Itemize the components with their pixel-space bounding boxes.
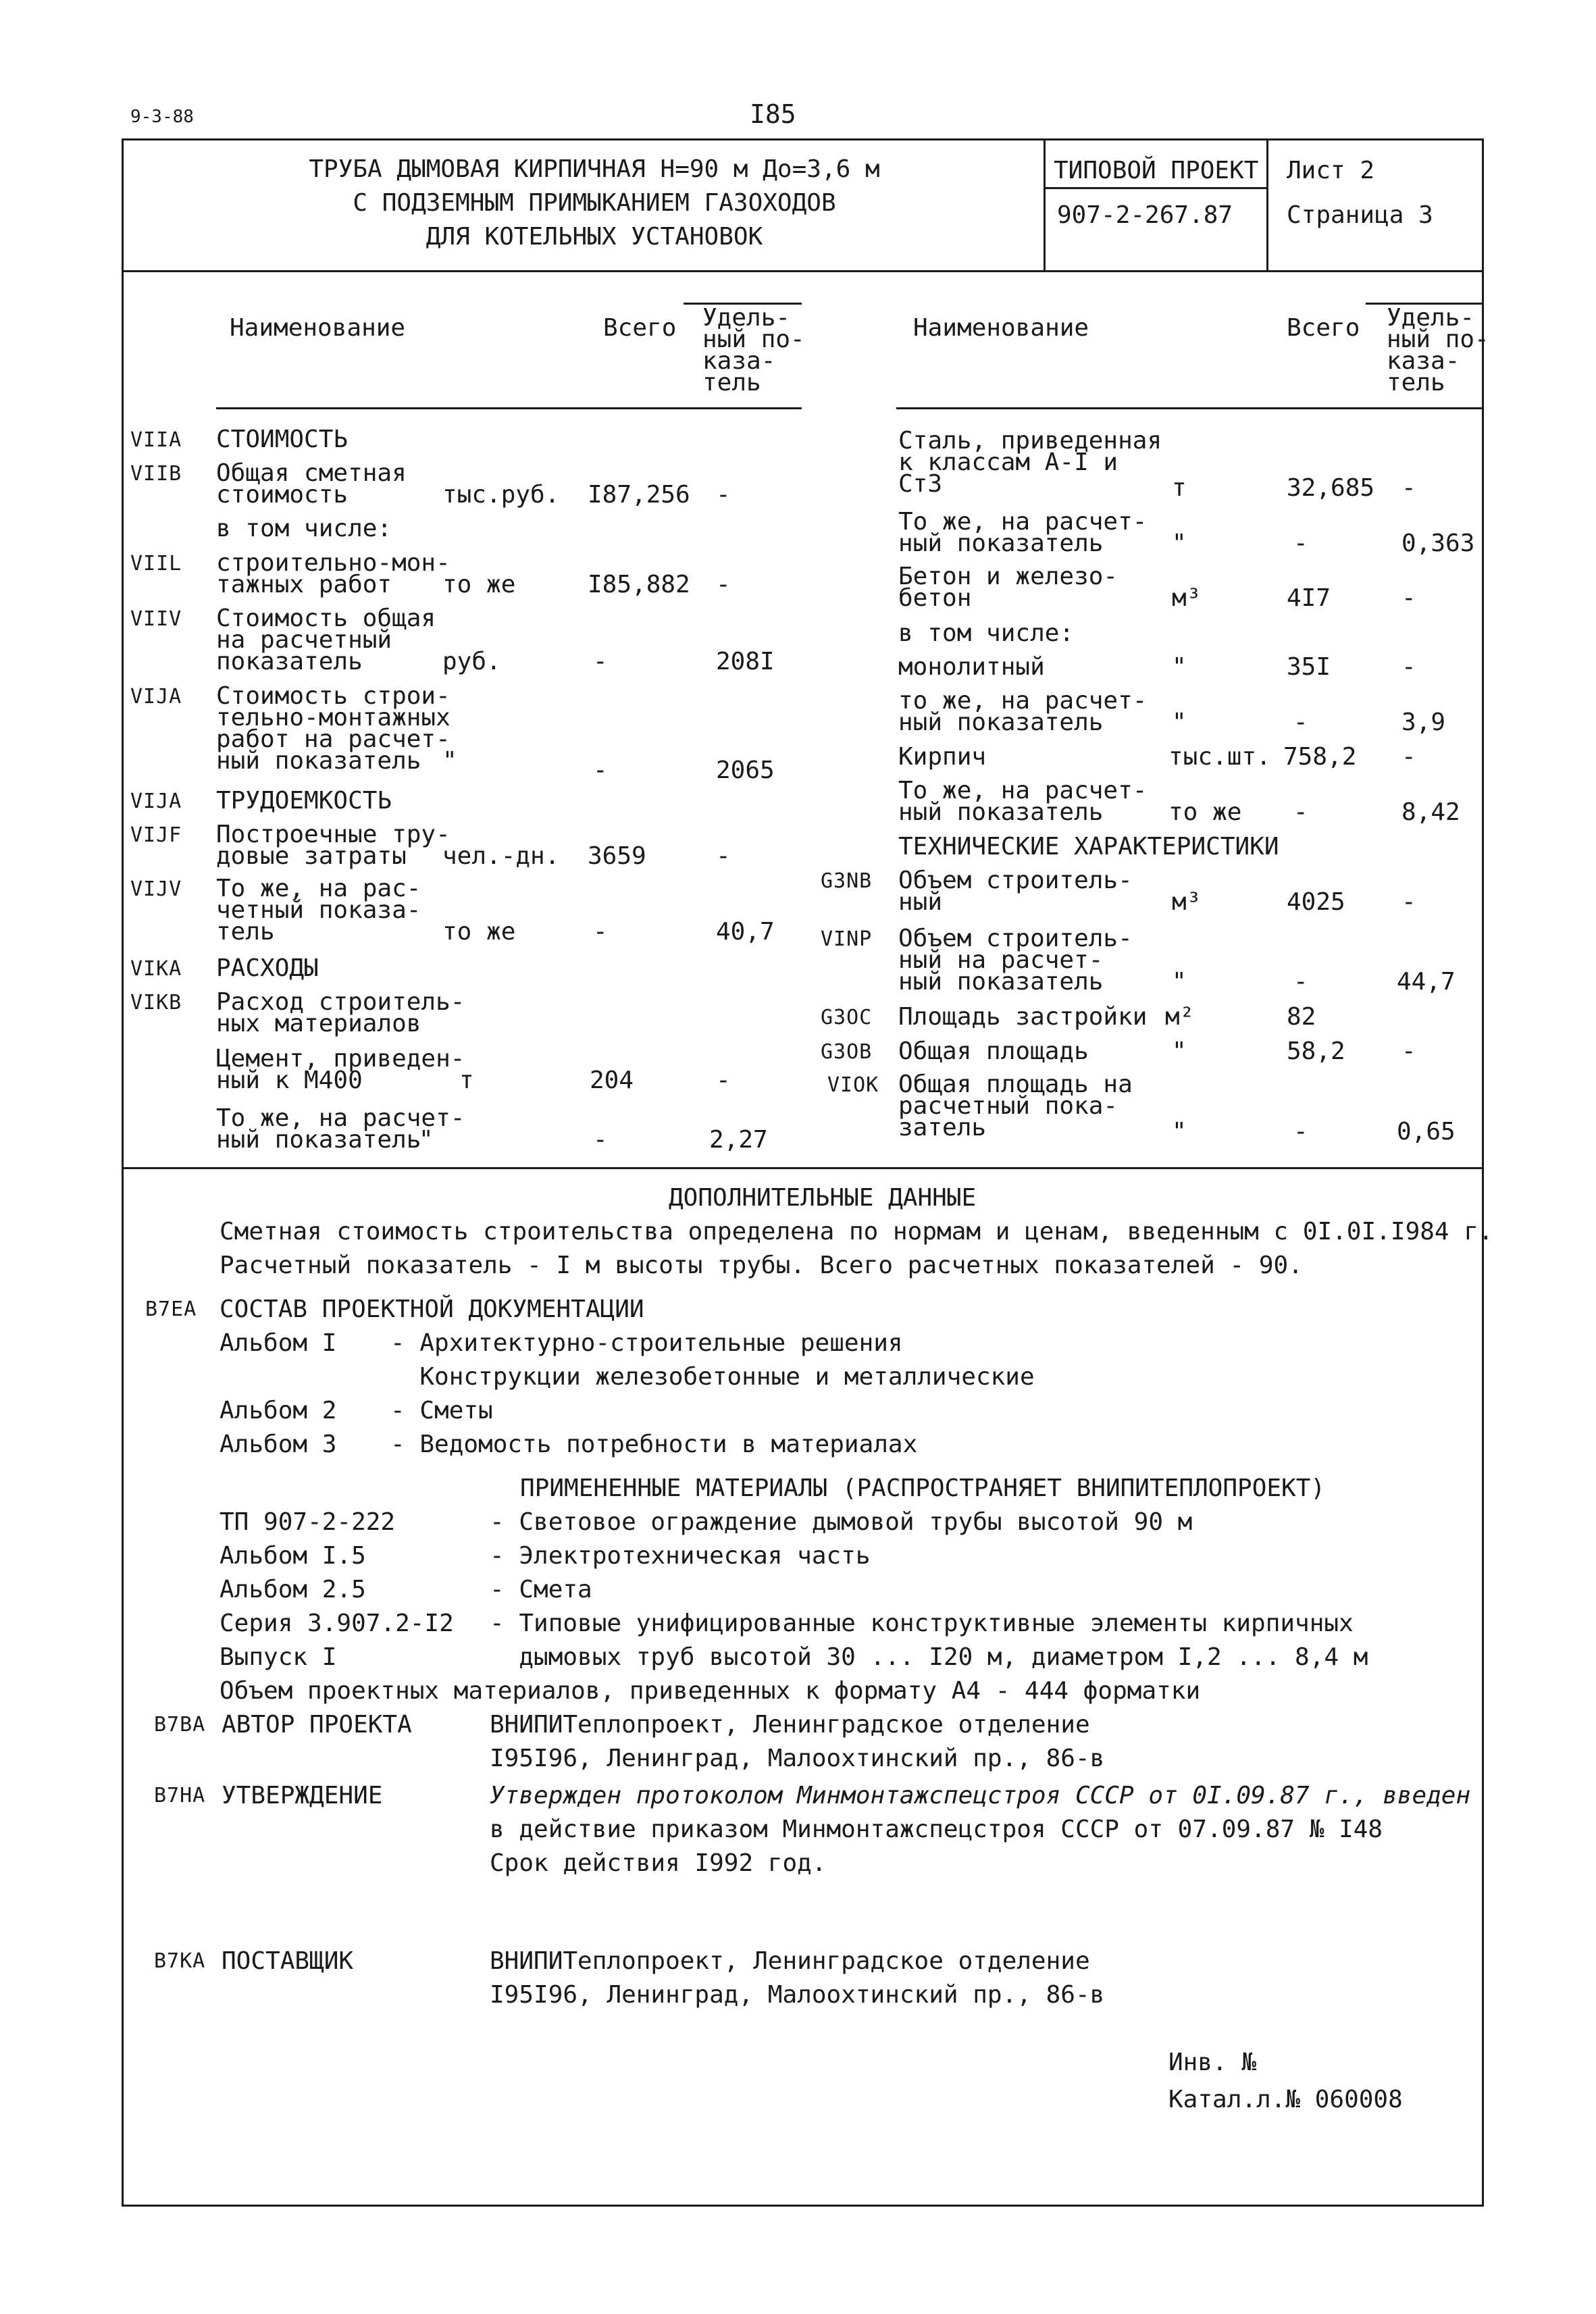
right-row-total: -	[1293, 709, 1308, 736]
right-row-spec: -	[1401, 584, 1416, 612]
title-block-divider	[122, 270, 1484, 272]
right-row-spec: 8,42	[1401, 798, 1460, 826]
left-row-total: -	[593, 918, 608, 946]
left-row-line: Цемент, приведен-	[216, 1045, 465, 1073]
title-line-3: ДЛЯ КОТЕЛЬНЫХ УСТАНОВОК	[426, 223, 763, 251]
right-row-unit: тыс.шт.	[1168, 743, 1271, 771]
right-header-specific-4: тель	[1387, 369, 1445, 396]
left-row-line: тель	[216, 918, 275, 946]
right-row-spec: -	[1401, 474, 1416, 502]
left-row-unit: "	[442, 747, 457, 775]
right-row-line: ный	[898, 888, 943, 916]
row-code: VINP	[821, 927, 873, 951]
left-header-specific-1: Удель-	[702, 304, 791, 332]
left-row-line: показатель	[216, 648, 363, 675]
applied-desc: - Типовые унифицированные конструктивные элементы кирпичных	[490, 1610, 1354, 1637]
left-header-top-rule	[684, 303, 802, 305]
sheet-label: Лист 2	[1287, 157, 1375, 184]
left-row-total: I85,882	[588, 571, 690, 598]
right-row-total: -	[1293, 1118, 1308, 1146]
composition-code: В7ЕА	[145, 1297, 197, 1321]
left-row-spec: 208I	[716, 648, 775, 675]
right-row-line: бетон	[898, 584, 972, 612]
additional-line-1: Сметная стоимость строительства определена по нормам и ценам, введенным с 0I.0I.I984 г.	[220, 1218, 1493, 1245]
left-row-line: ный показатель	[216, 1126, 421, 1154]
row-code: VIJA	[130, 685, 182, 709]
right-row-line: то же, на расчет-	[898, 687, 1148, 715]
right-row-line: Сталь, приведенная	[898, 427, 1162, 455]
right-row-line: ный на расчет-	[898, 946, 1104, 974]
left-row-line: строительно-мон-	[216, 549, 451, 577]
right-row-line: расчетный пока-	[898, 1092, 1118, 1120]
left-row-line: ный показатель	[216, 747, 421, 775]
approval-line-3: Срок действия I992 год.	[490, 1849, 827, 1877]
title-divider-1	[1044, 138, 1046, 272]
left-row-total: -	[593, 648, 608, 675]
right-row-spec: -	[1401, 888, 1416, 916]
right-row-spec: 0,65	[1397, 1118, 1456, 1146]
left-row-line: Стоимость общая	[216, 605, 436, 632]
right-row-line: То же, на расчет-	[898, 777, 1148, 804]
right-row-spec: -	[1401, 653, 1416, 681]
row-code: VIIA	[130, 428, 182, 452]
left-header-specific-2: ный по-	[702, 326, 805, 353]
author-line-1: ВНИПИТеплопроект, Ленинградское отделение	[490, 1711, 1090, 1739]
catalog-sheet-number: Катал.л.№ 060008	[1168, 2086, 1403, 2113]
left-row-spec: -	[716, 481, 731, 509]
left-row-line: СТОИМОСТЬ	[216, 426, 349, 453]
project-number: 907-2-267.87	[1057, 201, 1233, 229]
left-row-line: в том числе:	[216, 515, 392, 542]
row-code: VIIB	[130, 462, 182, 486]
left-row-line: четный показа-	[216, 896, 421, 924]
applied-heading: ПРИМЕНЕННЫЕ МАТЕРИАЛЫ (РАСПРОСТРАНЯЕТ ВНИПИТЕПЛОПРОЕКТ)	[520, 1474, 1326, 1502]
left-header-specific-3: каза-	[702, 347, 776, 375]
left-row-line: стоимость	[216, 481, 349, 509]
right-header-total: Всего	[1287, 314, 1360, 342]
right-row-total: 4I7	[1287, 584, 1331, 612]
right-row-spec: 44,7	[1397, 968, 1456, 996]
album-name: Альбом 3	[220, 1431, 337, 1458]
title-line-2: С ПОДЗЕМНЫМ ПРИМЫКАНИЕМ ГАЗОХОДОВ	[353, 189, 836, 217]
applied-name: Альбом I.5	[220, 1542, 366, 1570]
left-row-line: То же, на рас-	[216, 875, 421, 902]
doc-date: 9-3-88	[130, 107, 194, 127]
left-header-name: Наименование	[230, 314, 406, 342]
row-code: VIJA	[130, 790, 182, 813]
title-line-1: ТРУБА ДЫМОВАЯ КИРПИЧНАЯ Н=90 м До=3,6 м	[309, 155, 880, 183]
right-row-unit: м²	[1165, 1003, 1195, 1031]
left-row-unit: тыс.руб.	[442, 481, 560, 509]
supplier-line-2: I95I96, Ленинград, Малоохтинский пр., 86-в	[490, 1981, 1105, 2009]
left-row-line: Расход строитель-	[216, 988, 465, 1016]
right-row-line: Кирпич	[898, 743, 987, 771]
right-header-specific-2: ный по-	[1387, 326, 1489, 353]
composition-heading: СОСТАВ ПРОЕКТНОЙ ДОКУМЕНТАЦИИ	[220, 1295, 644, 1323]
right-row-spec: 0,363	[1401, 530, 1475, 557]
right-row-line: ный показатель	[898, 798, 1104, 826]
right-row-unit: "	[1172, 1037, 1187, 1065]
left-row-line: ных материалов	[216, 1010, 421, 1037]
right-row-spec: -	[1401, 1037, 1416, 1065]
left-row-total: -	[593, 1126, 608, 1154]
right-row-total: -	[1293, 530, 1308, 557]
approval-code: В7НА	[154, 1784, 206, 1807]
supplier-heading: ПОСТАВЩИК	[222, 1947, 354, 1975]
right-row-total: -	[1293, 798, 1308, 826]
row-code: G3OC	[821, 1006, 873, 1029]
row-code: G3NB	[821, 869, 873, 893]
applied-name: Выпуск I	[220, 1643, 337, 1671]
right-row-total: -	[1293, 968, 1308, 996]
left-row-total: I87,256	[588, 481, 690, 509]
approval-line-2: в действие приказом Минмонтажспецстроя СССР от 07.09.87 № I48	[490, 1816, 1383, 1843]
applied-name: Серия 3.907.2-I2	[220, 1610, 454, 1637]
left-header-specific-4: тель	[702, 369, 761, 396]
left-row-line: тажных работ	[216, 571, 392, 598]
table-bottom-rule	[122, 1167, 1484, 1169]
right-row-unit: "	[1172, 709, 1187, 736]
album-name: Альбом I	[220, 1329, 337, 1357]
supplier-code: В7КА	[154, 1949, 206, 1973]
left-row-unit: "	[419, 1126, 434, 1154]
right-row-total: 58,2	[1287, 1037, 1345, 1065]
right-header-specific-3: каза-	[1387, 347, 1460, 375]
right-row-spec: 3,9	[1401, 709, 1446, 736]
project-label: ТИПОВОЙ ПРОЕКТ	[1054, 157, 1259, 184]
right-row-line: в том числе:	[898, 619, 1075, 647]
right-row-line: монолитный	[898, 653, 1045, 681]
left-row-line: на расчетный	[216, 626, 392, 654]
album-desc: - Ведомость потребности в материалах	[390, 1431, 918, 1458]
left-row-unit: то же	[442, 918, 516, 946]
row-code: VIJV	[130, 877, 182, 901]
left-row-spec: 40,7	[716, 918, 775, 946]
right-row-unit: м³	[1172, 584, 1202, 612]
applied-volume: Объем проектных материалов, приведенных к формату А4 - 444 форматки	[220, 1677, 1201, 1705]
right-row-line: ный показатель	[898, 968, 1104, 996]
right-row-line: ный показатель	[898, 530, 1104, 557]
inventory-number: Инв. №	[1168, 2049, 1257, 2076]
album-desc: - Сметы	[390, 1397, 493, 1424]
right-row-line: Объем строитель-	[898, 867, 1133, 894]
left-row-line: Построечные тру-	[216, 821, 451, 848]
left-row-unit: то же	[442, 571, 516, 598]
additional-line-2: Расчетный показатель - I м высоты трубы. Всего расчетных показателей - 90.	[220, 1252, 1303, 1279]
right-row-line: затель	[898, 1114, 987, 1141]
author-code: В7ВА	[154, 1713, 206, 1737]
right-row-total: 32,685	[1287, 474, 1375, 502]
left-row-unit: т	[459, 1066, 474, 1094]
approval-line-1: Утвержден протоколом Минмонтажспецстроя СССР от 0I.09.87 г., введен	[490, 1782, 1471, 1809]
right-row-total: 82	[1287, 1003, 1316, 1031]
right-row-line: к классам А-I и	[898, 448, 1118, 476]
approval-heading: УТВЕРЖДЕНИЕ	[222, 1782, 383, 1809]
album-desc: - Архитектурно-строительные решения	[390, 1329, 903, 1357]
right-row-line: Общая площадь на	[898, 1071, 1133, 1098]
left-row-line: работ на расчет-	[216, 725, 451, 753]
left-row-unit: чел.-дн.	[442, 842, 560, 870]
left-row-line: тельно-монтажных	[216, 704, 451, 731]
applied-name: Альбом 2.5	[220, 1576, 366, 1603]
left-row-line: То же, на расчет-	[216, 1104, 465, 1132]
applied-desc: дымовых труб высотой 30 ... I20 м, диаметром I,2 ... 8,4 м	[490, 1643, 1368, 1671]
right-row-unit: "	[1172, 1118, 1187, 1146]
right-row-unit: "	[1172, 653, 1187, 681]
left-row-spec: 2,27	[709, 1126, 768, 1154]
applied-desc: - Электротехническая часть	[490, 1542, 871, 1570]
right-header-rule	[896, 407, 1484, 409]
left-row-spec: 2065	[716, 756, 775, 784]
page-number: I85	[750, 99, 796, 129]
left-row-line: ный к М400	[216, 1066, 363, 1094]
right-row-total: 4025	[1287, 888, 1345, 916]
right-row-line: Общая площадь	[898, 1037, 1089, 1065]
row-code: VIKB	[130, 991, 182, 1014]
left-row-line: ТРУДОЕМКОСТЬ	[216, 787, 392, 815]
right-row-total: 35I	[1287, 653, 1331, 681]
right-row-unit: то же	[1168, 798, 1242, 826]
left-row-spec: -	[716, 842, 731, 870]
left-row-total: -	[593, 756, 608, 784]
album-desc: Конструкции железобетонные и металлические	[390, 1363, 1035, 1391]
row-code: G3OB	[821, 1040, 873, 1064]
applied-desc: - Световое ограждение дымовой трубы высотой 90 м	[490, 1508, 1193, 1536]
right-row-line: То же, на расчет-	[898, 508, 1148, 536]
title-project-divider	[1044, 187, 1266, 189]
row-code: VIKA	[130, 957, 182, 981]
left-row-line: Стоимость строи-	[216, 682, 451, 710]
left-row-unit: руб.	[442, 648, 501, 675]
right-row-unit: м³	[1172, 888, 1202, 916]
applied-name: ТП 907-2-222	[220, 1508, 396, 1536]
right-row-line: Ст3	[898, 470, 943, 498]
row-code: VIIV	[130, 607, 182, 631]
left-row-total: 204	[590, 1066, 634, 1094]
row-code: VIOK	[827, 1073, 879, 1097]
right-row-spec: -	[1401, 743, 1416, 771]
right-row-line: Площадь застройки	[898, 1003, 1148, 1031]
right-row-total: 758,2	[1283, 743, 1357, 771]
right-row-line: ный показатель	[898, 709, 1104, 736]
right-header-name: Наименование	[913, 314, 1089, 342]
left-row-line: Общая сметная	[216, 459, 407, 487]
left-header-total: Всего	[603, 314, 677, 342]
author-heading: АВТОР ПРОЕКТА	[222, 1711, 412, 1739]
right-row-unit: "	[1172, 530, 1187, 557]
title-divider-2	[1266, 138, 1268, 272]
applied-desc: - Смета	[490, 1576, 592, 1603]
additional-heading: ДОПОЛНИТЕЛЬНЫЕ ДАННЫЕ	[669, 1184, 977, 1212]
supplier-line-1: ВНИПИТеплопроект, Ленинградское отделение	[490, 1947, 1090, 1975]
left-row-total: 3659	[588, 842, 646, 870]
right-header-specific-1: Удель-	[1387, 304, 1475, 332]
left-row-line: довые затраты	[216, 842, 407, 870]
right-row-unit: "	[1172, 968, 1187, 996]
left-header-rule	[216, 407, 802, 409]
author-line-2: I95I96, Ленинград, Малоохтинский пр., 86-в	[490, 1745, 1105, 1772]
right-row-unit: т	[1172, 474, 1187, 502]
row-code: VIJF	[130, 823, 182, 847]
right-row-line: ТЕХНИЧЕСКИЕ ХАРАКТЕРИСТИКИ	[898, 833, 1279, 860]
right-header-top-rule	[1366, 303, 1484, 305]
right-row-line: Объем строитель-	[898, 925, 1133, 952]
left-row-spec: -	[716, 1066, 731, 1094]
row-code: VIIL	[130, 552, 182, 575]
right-row-line: Бетон и железо-	[898, 563, 1118, 590]
left-row-spec: -	[716, 571, 731, 598]
album-name: Альбом 2	[220, 1397, 337, 1424]
left-row-line: РАСХОДЫ	[216, 954, 319, 982]
page-label: Страница 3	[1287, 201, 1433, 229]
